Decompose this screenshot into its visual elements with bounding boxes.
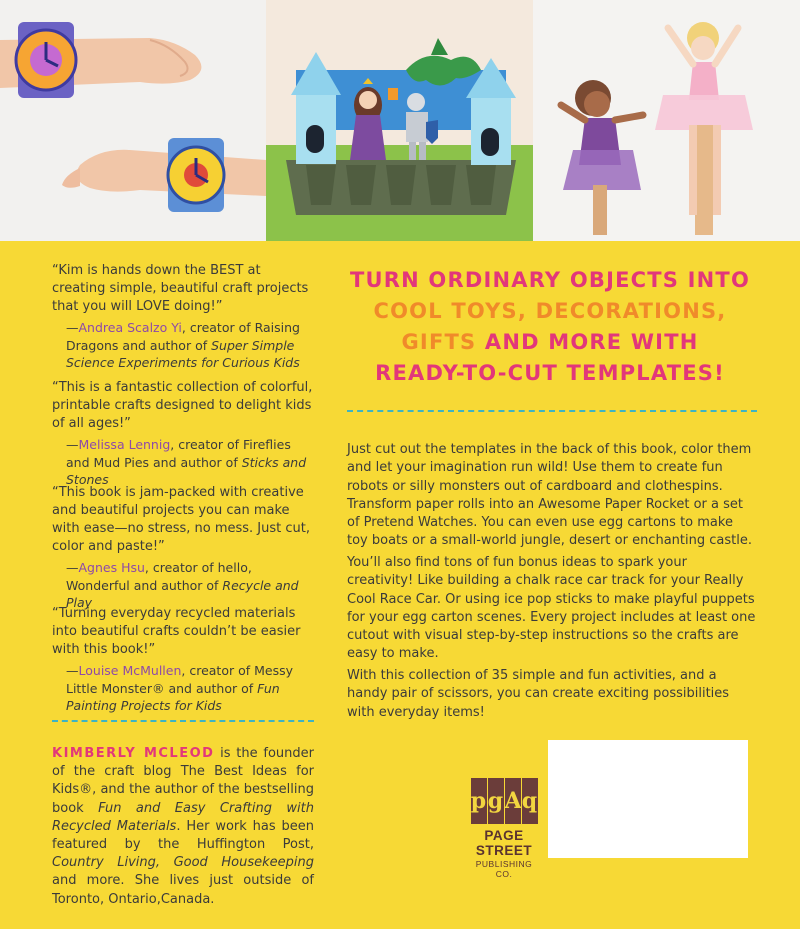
headline-gifts: GIFTS	[401, 330, 477, 354]
endorser-role: , creator of Raising Dragons and author of	[66, 320, 300, 353]
publisher-mark-letter: q	[522, 778, 538, 824]
author-bio	[52, 745, 314, 909]
bio-text-1: is the founder of the craft blog The Best Ideas for Kids®, and the author of the bestselling book	[52, 746, 314, 816]
headline-line-3	[345, 327, 755, 358]
attribution-dash: —	[66, 663, 79, 678]
bio-outlets: Country Living, Good Housekeeping	[52, 855, 314, 871]
publisher-mark-letter: A	[505, 778, 521, 824]
quote-attribution	[66, 436, 314, 489]
watches-photo	[0, 0, 266, 241]
headline-line-2: COOL TOYS, DECORATIONS,	[373, 299, 727, 323]
attribution-dash: —	[66, 437, 79, 452]
castle-illustration	[266, 0, 533, 241]
endorsement-3	[52, 484, 314, 612]
quote-attribution	[66, 319, 314, 372]
endorser-book: Super Simple Science Experiments for Curious Kids	[66, 337, 300, 370]
endorser-name: Andrea Scalzo Yi	[78, 320, 182, 335]
endorser-name: Louise McMullen	[78, 663, 182, 678]
publisher-logo	[468, 778, 540, 903]
endorser-role: , creator of Fireflies and Mud Pies and author of	[66, 437, 291, 470]
endorser-role: , creator of Messy Little Monster® and author of	[66, 663, 294, 696]
endorser-book: Recycle and Play	[66, 577, 299, 610]
endorsement-4	[52, 605, 314, 715]
castle-photo	[266, 0, 533, 241]
bio-text-2: . Her work has been featured by the Huffington Post,	[52, 818, 314, 853]
endorser-book: Sticks and Stones	[66, 454, 307, 487]
headline-line-1: TURN ORDINARY OBJECTS INTO	[349, 268, 751, 292]
quote-text: “Turning everyday recycled materials into beautiful crafts couldn’t be easier with this book!”	[52, 606, 301, 657]
quote-attribution	[66, 662, 314, 715]
attribution-dash: —	[66, 320, 79, 335]
quote-text: “This book is jam-packed with creative and beautiful projects you can make with ease—no stress, no mess. Just cut, color and paste!”	[52, 485, 311, 554]
bio-text-3: and more. She lives just outside of Toronto, Ontario,Canada.	[52, 873, 314, 907]
description-paragraph-3: With this collection of 35 simple and fun activities, and a handy pair of scissors, you can create exciting possibilities with everyday items!	[347, 668, 730, 720]
photo-strip	[0, 0, 800, 241]
author-name: KIMBERLY MCLEOD	[52, 746, 215, 761]
endorser-name: Melissa Lennig	[78, 437, 171, 452]
headline-line-4: READY-TO-CUT TEMPLATES!	[375, 361, 725, 385]
endorser-role: , creator of hello, Wonderful and author of	[66, 560, 252, 593]
publisher-name: PAGE STREET	[475, 828, 533, 858]
right-divider	[347, 410, 757, 412]
quote-text: “This is a fantastic collection of colorful, printable crafts designed to delight kids of all ages!”	[52, 380, 313, 431]
quote-attribution	[66, 559, 314, 612]
ballerinas-illustration	[533, 0, 800, 241]
attribution-dash: —	[66, 560, 79, 575]
publisher-subtitle: PUBLISHING CO.	[475, 859, 533, 879]
endorser-name: Agnes Hsu	[78, 560, 145, 575]
headline	[345, 265, 755, 389]
publisher-mark-letter: g	[488, 778, 504, 824]
watches-illustration	[0, 0, 266, 241]
ballerinas-photo	[533, 0, 800, 241]
headline-and-more: AND MORE WITH	[476, 330, 699, 354]
publisher-mark-letter: p	[471, 778, 487, 824]
barcode-box	[548, 740, 748, 858]
quote-text: “Kim is hands down the BEST at creating simple, beautiful craft projects that you will LOVE doing!”	[52, 263, 309, 314]
left-divider	[52, 720, 314, 722]
description-paragraph-1: Just cut out the templates in the back of this book, color them and let your imagination run wild! Use them to create fun robots or silly monsters out of cardboard and clothespins. Transform paper rolls into an Awesome Paper Rocket or a set of Pretend Watches. You can even use egg cartons to make toy boats or a small-world jungle, desert or enchanting castle.	[347, 442, 752, 549]
endorsement-1	[52, 262, 314, 372]
publisher-mark	[468, 778, 540, 824]
endorser-book: Fun Painting Projects for Kids	[66, 680, 280, 713]
description-paragraph-2: You’ll also find tons of fun bonus ideas to spark your creativity! Like building a chalk race car track for your Really Cool Race Car. Or using ice pop sticks to make playful puppets for your egg carton scenes. Every project includes at least one cutout with visual step-by-step instructions so the crafts are easy to make.	[347, 555, 756, 662]
endorsement-2	[52, 379, 314, 489]
bio-book-title: Fun and Easy Crafting with Recycled Materials	[52, 800, 314, 834]
